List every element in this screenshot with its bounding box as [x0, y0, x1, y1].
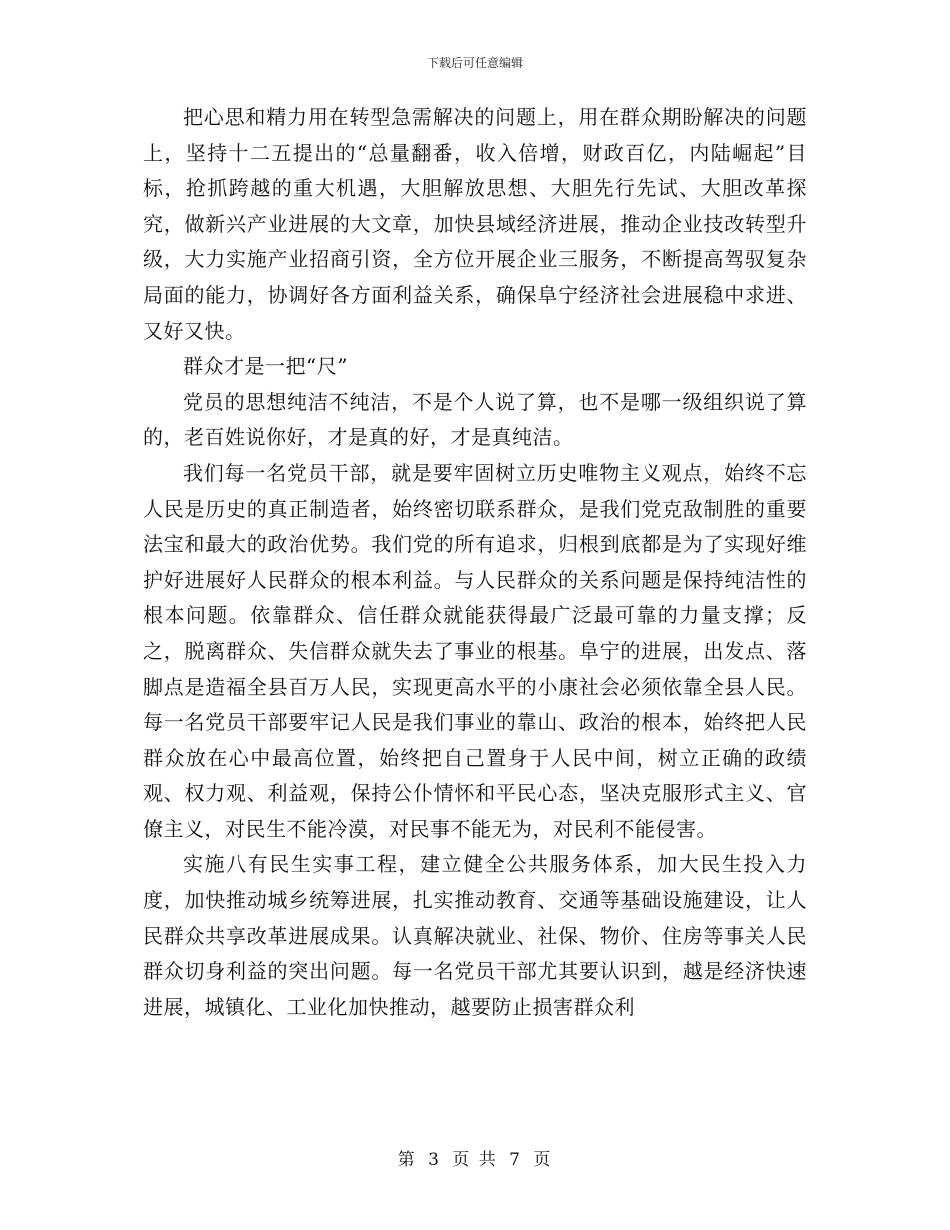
page-header: 下载后可任意编辑: [426, 56, 523, 70]
paragraph-3: 我们每一名党员干部，就是要牢固树立历史唯物主义观点，始终不忘人民是历史的真正制造者，始终密切联系群众，是我们党克敌制胜的重要法宝和最大的政治优势。我们党的所有追求，归根到底都是为了实现好维护好进展好人民群众的根本利益。与人民群众的关系问题是保持纯洁性的根本问题。依靠群众、信任群众就能获得最广泛最可靠的力量支撑；反之，脱离群众、失信群众就失去了事业的根基。阜宁的进展，出发点、落脚点是造福全县百万人民，实现更高水平的小康社会必须依靠全县人民。每一名党员干部要牢记人民是我们事业的靠山、政治的根本，始终把人民群众放在心中最高位置，始终把自己置身于人民中间，树立正确的政绩观、权力观、利益观，保持公仆情怀和平民心态，坚决克服形式主义、官僚主义，对民生不能冷漠，对民事不能无为，对民利不能侵害。: [143, 460, 807, 841]
paragraph-4: 实施八有民生实事工程，建立健全公共服务体系，加大民生投入力度，加快推动城乡统筹进展，扎实推动教育、交通等基础设施建设，让人民群众共享改革进展成果。认真解决就业、社保、物价、住房等事关人民群众切身利益的突出问题。每一名党员干部尤其要认识到，越是经济快速进展，城镇化、工业化加快推动，越要防止损害群众利: [143, 852, 807, 1019]
total-page-number: 7: [509, 1150, 522, 1170]
current-page-number: 3: [428, 1150, 441, 1170]
page-number-footer: [0, 1145, 950, 1170]
footer-suffix: 页: [533, 1150, 553, 1170]
paragraph-1: 把心思和精力用在转型急需解决的问题上，用在群众期盼解决的问题上，坚持十二五提出的“总量翻番，收入倍增，财政百亿，内陆崛起”目标，抢抓跨越的重大机遇，大胆解放思想、大胆先行先试、大胆改革探究，做新兴产业进展的大文章，加快县域经济进展，推动企业技改转型升级，大力实施产业招商引资，全方位开展企业三服务，不断提高驾驭复杂局面的能力，协调好各方面利益关系，确保阜宁经济社会进展稳中求进、又好又快。: [143, 105, 807, 343]
document-body: [143, 100, 807, 1025]
footer-middle: 页 共: [452, 1150, 498, 1170]
footer-prefix: 第: [397, 1150, 417, 1170]
paragraph-2: 党员的思想纯洁不纯洁，不是个人说了算，也不是哪一级组织说了算的，老百姓说你好，才是真的好，才是真纯洁。: [143, 389, 807, 450]
section-heading: 群众才是一把“尺”: [183, 354, 348, 379]
